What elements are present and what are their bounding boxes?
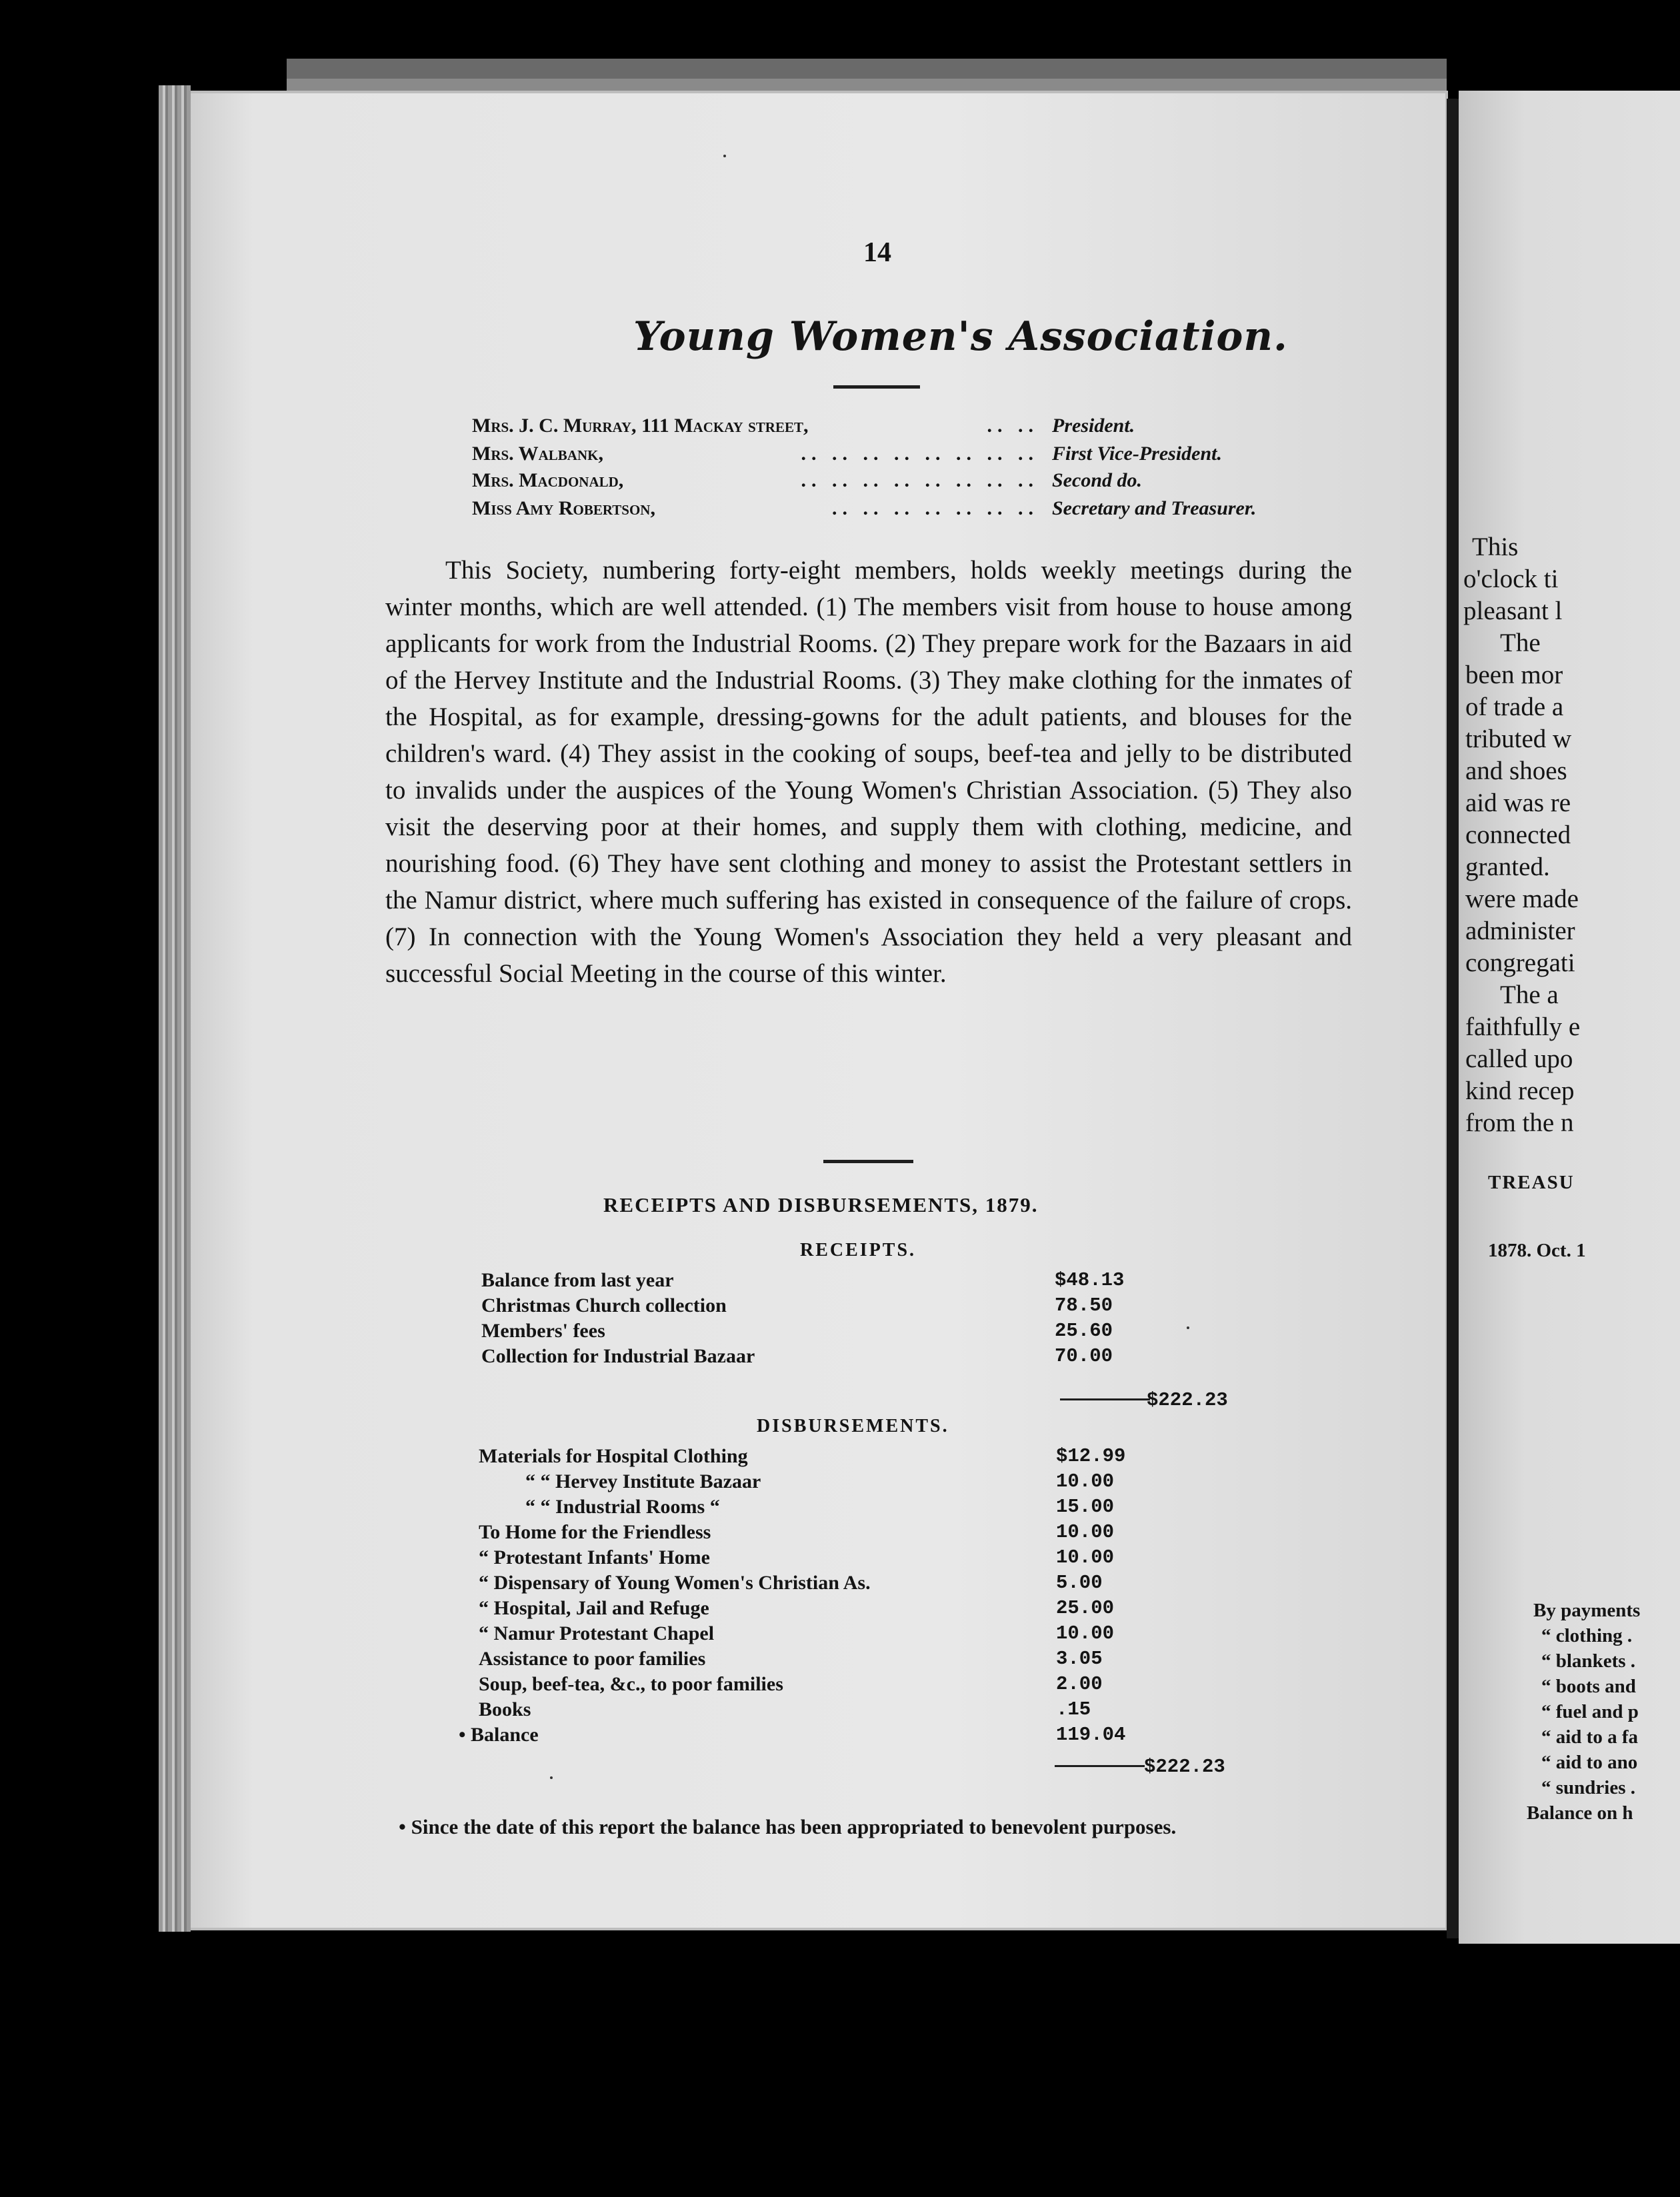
right-page-fragment: The bbox=[1500, 629, 1541, 657]
right-page-payment: “ boots and bbox=[1541, 1676, 1636, 1697]
disbursement-label: “ Hospital, Jail and Refuge bbox=[479, 1597, 709, 1619]
right-page-fragment: o'clock ti bbox=[1463, 565, 1559, 593]
dust-speck bbox=[550, 1776, 553, 1779]
disbursement-label: “ “ Hervey Institute Bazaar bbox=[525, 1470, 761, 1492]
receipts-heading: RECEIPTS. bbox=[800, 1240, 917, 1260]
right-page-fragment: called upo bbox=[1465, 1045, 1573, 1073]
receipt-label: Members' fees bbox=[481, 1320, 605, 1342]
right-page-fragment: congregati bbox=[1465, 949, 1575, 977]
disbursement-row bbox=[479, 1470, 1245, 1496]
officer-role: President. bbox=[1052, 415, 1135, 437]
disbursement-row bbox=[459, 1724, 1245, 1749]
officer-dots: .. .. bbox=[987, 415, 1039, 437]
disbursement-label: Soup, beef-tea, &c., to poor families bbox=[479, 1673, 783, 1695]
body-text: This Society, numbering forty-eight members, holds weekly meetings during the winter months, which are well attended. (1) The members visit from house to house among applicants for work from the Industrial Rooms. (2) They prepare work for the Bazaars in aid of the Hervey Institute and the Industrial Rooms. (3) They make clothing for the inmates of the Hospital, as for example, dressing-gowns for the adult patients, and blouses for the children's ward. (4) They assist in the cooking of soups, beef-tea and jelly to be distributed to invalids under the auspices of the Young Women's Christian Association. (5) They also visit the deserving poor at their homes, and supply them with clothing, medicine, and nourishing food. (6) They have sent clothing and money to assist the Protestant settlers in the Namur district, where much suffering has existed in consequence of the failure of crops. (7) In connection with the Young Women's Association they held a very pleasant and successful Social Meeting in the course of this winter. bbox=[385, 556, 1352, 988]
officer-name: Mrs. Macdonald, bbox=[472, 469, 624, 491]
page-number: 14 bbox=[863, 237, 891, 268]
right-page-payment: “ sundries . bbox=[1541, 1777, 1636, 1798]
disbursement-label: “ “ Industrial Rooms “ bbox=[525, 1496, 720, 1518]
receipt-label: Collection for Industrial Bazaar bbox=[481, 1345, 755, 1367]
disbursement-row bbox=[479, 1622, 1245, 1648]
disbursement-amount: 10.00 bbox=[1056, 1521, 1115, 1543]
disbursement-amount: 5.00 bbox=[1056, 1572, 1103, 1594]
receipts-total: $222.23 bbox=[1147, 1389, 1228, 1411]
right-page-fragment: and shoes bbox=[1465, 757, 1567, 785]
disbursement-label: To Home for the Friendless bbox=[479, 1521, 711, 1543]
disbursement-label: “ Protestant Infants' Home bbox=[479, 1546, 710, 1568]
right-page-payment: “ aid to a fa bbox=[1541, 1726, 1638, 1748]
disbursement-amount: 15.00 bbox=[1056, 1496, 1115, 1518]
accounts-heading: RECEIPTS AND DISBURSEMENTS, 1879. bbox=[603, 1193, 1039, 1216]
disbursement-label: “ Namur Protestant Chapel bbox=[479, 1622, 715, 1644]
right-page-fragment: kind recep bbox=[1465, 1077, 1575, 1105]
disbursement-amount: 25.00 bbox=[1056, 1597, 1115, 1619]
officer-role: Second do. bbox=[1052, 469, 1142, 491]
page-title: Young Women's Association. bbox=[633, 313, 1288, 360]
disbursement-row bbox=[479, 1673, 1245, 1698]
right-page-fragment: from the n bbox=[1465, 1108, 1574, 1137]
receipt-amount: 78.50 bbox=[1055, 1294, 1113, 1316]
officer-name: Miss Amy Robertson, bbox=[472, 497, 655, 519]
disbursements-list bbox=[459, 1445, 1245, 1749]
disbursement-amount: 10.00 bbox=[1056, 1546, 1115, 1568]
right-page-payment: “ aid to ano bbox=[1541, 1752, 1638, 1773]
disbursement-label: Assistance to poor families bbox=[479, 1648, 706, 1670]
officer-row bbox=[472, 415, 1325, 440]
receipt-amount: 70.00 bbox=[1055, 1345, 1113, 1367]
disbursement-amount: $12.99 bbox=[1056, 1445, 1126, 1467]
officer-role: First Vice-President. bbox=[1052, 443, 1222, 465]
officer-row bbox=[472, 443, 1325, 468]
receipt-label: Balance from last year bbox=[481, 1269, 674, 1291]
disbursement-row bbox=[479, 1546, 1245, 1572]
right-page-fragment: faithfully e bbox=[1465, 1013, 1581, 1041]
receipt-row bbox=[481, 1294, 1248, 1320]
right-page-fragment: The a bbox=[1500, 981, 1559, 1009]
right-page-treasurer-heading: TREASU bbox=[1488, 1172, 1575, 1193]
disbursement-row bbox=[479, 1496, 1245, 1521]
right-page-fragment: administer bbox=[1465, 917, 1575, 945]
receipts-total-rule bbox=[1060, 1398, 1150, 1400]
disbursement-label: Books bbox=[479, 1698, 531, 1720]
officer-row bbox=[472, 469, 1325, 495]
right-page-payment: Balance on h bbox=[1527, 1802, 1633, 1824]
disbursement-amount: 119.04 bbox=[1056, 1724, 1126, 1746]
officer-role: Secretary and Treasurer. bbox=[1052, 497, 1257, 519]
right-page-fragment: This bbox=[1472, 533, 1519, 561]
right-page-fragment: tributed w bbox=[1465, 725, 1572, 753]
receipt-amount: 25.60 bbox=[1055, 1320, 1113, 1342]
dust-speck bbox=[723, 155, 726, 157]
right-page-payment: “ fuel and p bbox=[1541, 1701, 1639, 1722]
page-stack-edge bbox=[159, 85, 191, 1932]
officer-dots: .. .. .. .. .. .. .. .. bbox=[801, 443, 1039, 465]
disbursements-heading: DISBURSEMENTS. bbox=[757, 1416, 949, 1436]
disbursement-row bbox=[479, 1698, 1245, 1724]
right-page-fragment: been mor bbox=[1465, 661, 1563, 689]
right-page-payment: “ clothing . bbox=[1541, 1625, 1633, 1646]
officer-name: Mrs. J. C. Murray, 111 Mackay street, bbox=[472, 415, 809, 437]
right-page-fragment: pleasant l bbox=[1463, 597, 1563, 625]
right-page-fragment: granted. bbox=[1465, 853, 1550, 881]
disbursement-label: Materials for Hospital Clothing bbox=[479, 1445, 748, 1467]
disbursement-label: “ Dispensary of Young Women's Christian As. bbox=[479, 1572, 871, 1594]
officer-row bbox=[472, 497, 1325, 523]
book-top-edge-inner bbox=[287, 79, 1447, 92]
disbursement-amount: 10.00 bbox=[1056, 1470, 1115, 1492]
disbursements-total-rule bbox=[1055, 1765, 1145, 1767]
right-page-fragment: connected bbox=[1465, 821, 1571, 849]
receipt-row bbox=[481, 1345, 1248, 1370]
body-paragraph bbox=[385, 552, 1352, 992]
officer-dots: .. .. .. .. .. .. .. bbox=[832, 497, 1039, 519]
right-page-fragment: were made bbox=[1465, 885, 1579, 913]
disbursement-row bbox=[479, 1648, 1245, 1673]
officer-name: Mrs. Walbank, bbox=[472, 443, 603, 465]
disbursement-row bbox=[479, 1445, 1245, 1470]
book-gutter bbox=[1447, 99, 1459, 1938]
disbursement-row bbox=[479, 1572, 1245, 1597]
receipt-row bbox=[481, 1320, 1248, 1345]
footnote: • Since the date of this report the balance has been appropriated to benevolent purposes. bbox=[399, 1815, 1177, 1838]
disbursements-total: $222.23 bbox=[1144, 1756, 1225, 1778]
disbursement-amount: .15 bbox=[1056, 1698, 1091, 1720]
receipts-list bbox=[481, 1269, 1248, 1370]
disbursement-label: • Balance bbox=[459, 1724, 539, 1746]
receipt-label: Christmas Church collection bbox=[481, 1294, 727, 1316]
right-page-date-line: 1878. Oct. 1 bbox=[1488, 1240, 1586, 1261]
right-page-fragment: aid was re bbox=[1465, 789, 1571, 817]
disbursement-row bbox=[479, 1597, 1245, 1622]
title-rule bbox=[833, 385, 920, 389]
disbursement-amount: 3.05 bbox=[1056, 1648, 1103, 1670]
right-page-payment: “ blankets . bbox=[1541, 1650, 1636, 1672]
right-page-fragment: of trade a bbox=[1465, 693, 1564, 721]
section-rule bbox=[823, 1160, 913, 1163]
disbursement-amount: 2.00 bbox=[1056, 1673, 1103, 1695]
disbursement-amount: 10.00 bbox=[1056, 1622, 1115, 1644]
receipt-row bbox=[481, 1269, 1248, 1294]
officer-dots: .. .. .. .. .. .. .. .. bbox=[801, 469, 1039, 491]
right-page-payment: By payments bbox=[1533, 1600, 1641, 1621]
disbursement-row bbox=[479, 1521, 1245, 1546]
receipt-amount: $48.13 bbox=[1055, 1269, 1125, 1291]
